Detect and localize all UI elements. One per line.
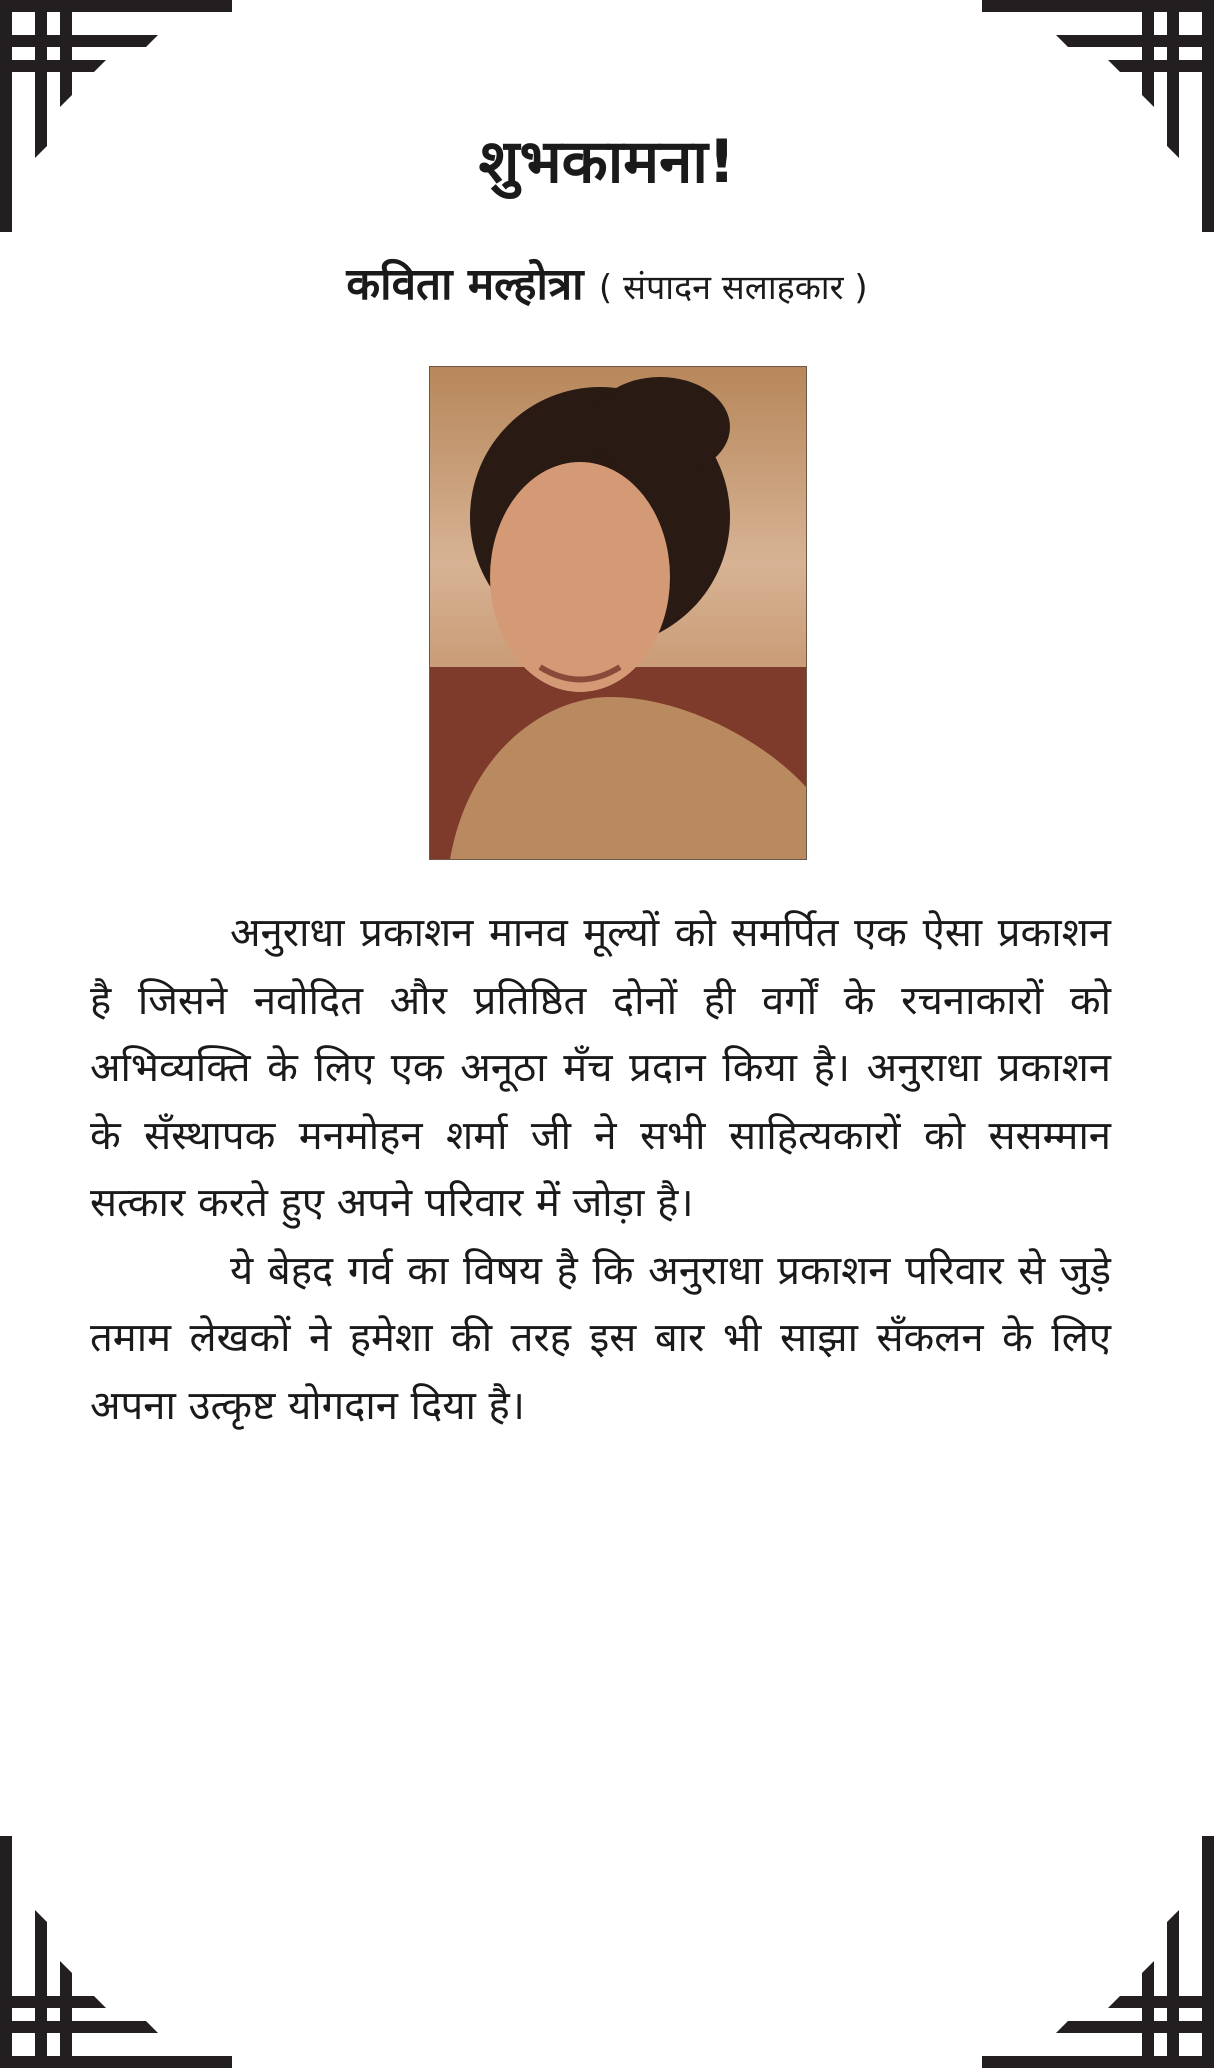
message-body (90, 900, 1111, 1440)
corner-ornament (974, 1828, 1214, 2068)
paragraph: ये बेहद गर्व का विषय है कि अनुराधा प्रकाशन परिवार से जुड़े तमाम लेखकों ने हमेशा की तरह इस बार भी साझा सँकलन के लिए अपना उत्कृष्ट योगदान दिया है। (90, 1247, 1111, 1429)
paragraph: अनुराधा प्रकाशन मानव मूल्यों को समर्पित एक ऐसा प्रकाशन है जिसने नवोदित और प्रतिष्ठित दोनों ही वर्गों के रचनाकारों को अभिव्यक्ति के लिए एक अनूठा मँच प्रदान किया है। अनुराधा प्रकाशन के सँस्थापक मनमोहन शर्मा जी ने सभी साहित्यकारों को ससम्मान सत्कार करते हुए अपने परिवार में जोड़ा है। (90, 910, 1111, 1226)
author-name: कविता मल्होत्रा (346, 259, 584, 310)
page-title: शुभकामना! (478, 127, 736, 197)
author-role: ( संपादन सलाहकार ) (598, 268, 868, 308)
corner-ornament (0, 1828, 240, 2068)
author-photo (429, 366, 807, 860)
author-line (0, 252, 1214, 312)
